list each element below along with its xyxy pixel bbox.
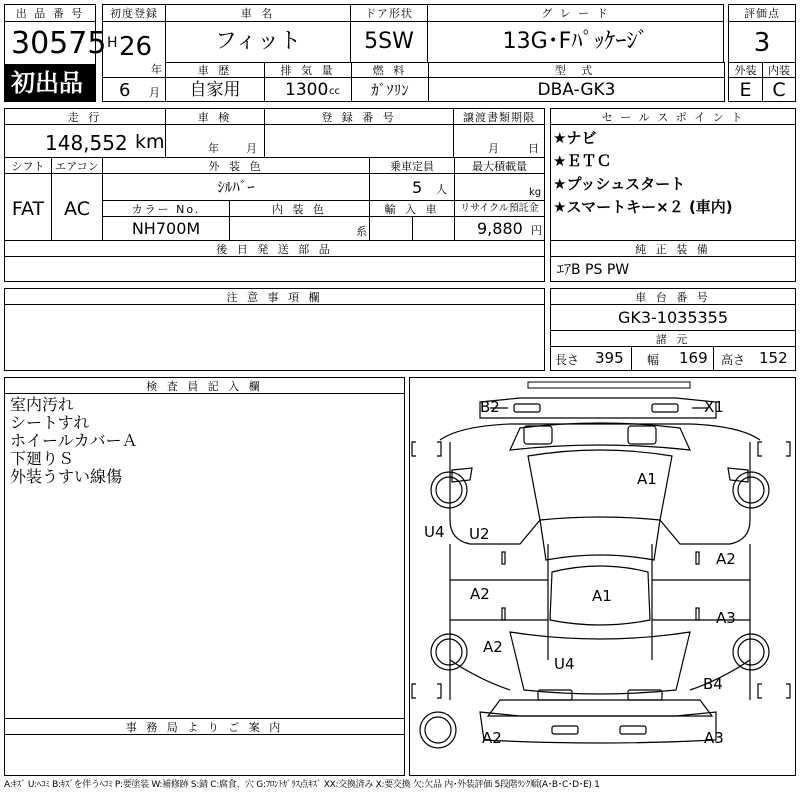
month-unit: 月 — [149, 86, 160, 99]
score-label: 評価点 — [744, 7, 780, 20]
inspector-label-cell — [4, 377, 405, 394]
inspector-note: ホイールカバーＡ — [10, 431, 138, 450]
inspector-cell — [4, 393, 405, 719]
damage-mark: B4 — [703, 675, 723, 693]
transfer-day-unit: 日 — [528, 142, 539, 155]
history-cell — [165, 77, 265, 102]
year-unit: 年 — [151, 63, 162, 76]
max-load-label-cell — [454, 157, 545, 174]
recycle-fee: 9,880 — [477, 219, 523, 238]
inspector-label: 検 査 員 記 入 欄 — [146, 380, 263, 393]
car-name-label-cell — [165, 4, 351, 22]
int-color-label-cell — [229, 200, 370, 217]
inspector-note: シートすれ — [10, 413, 90, 432]
equipment-label: 純 正 装 備 — [635, 243, 711, 256]
first-listing-badge — [4, 64, 96, 102]
fuel: ｶﾞｿﾘﾝ — [371, 81, 409, 99]
model-cell — [428, 77, 725, 102]
car-name: フィット — [214, 29, 302, 54]
recycle-cell — [454, 216, 545, 241]
model-label-cell — [428, 62, 725, 78]
later-parts-label: 後 日 発 送 部 品 — [216, 243, 333, 256]
import-label-cell — [369, 200, 455, 217]
history: 自家用 — [189, 80, 241, 100]
damage-mark: A2 — [482, 729, 502, 747]
ext-color-cell — [102, 173, 370, 201]
sales-points-label: セ ー ル ス ポ イ ン ト — [601, 111, 745, 124]
capacity-label-cell — [369, 157, 455, 174]
height-label: 高さ — [721, 353, 746, 367]
chassis-cell — [550, 304, 796, 331]
office-label-cell — [4, 718, 405, 735]
color-no: NH700M — [131, 219, 201, 238]
shift-label-cell — [4, 157, 52, 174]
displacement-label-cell — [264, 62, 352, 78]
history-label-cell — [165, 62, 265, 78]
height: 152 — [759, 349, 788, 367]
transfer-cell — [453, 124, 545, 158]
sales-points-label-cell — [550, 108, 796, 125]
color-no-label: カラー No. — [131, 203, 201, 216]
damage-mark: U2 — [469, 525, 490, 543]
equipment-cell — [550, 256, 796, 282]
interior-label: 内装 — [768, 64, 790, 77]
sales-point: ★ＥＴＣ — [553, 152, 612, 170]
displacement-label: 排 気 量 — [280, 64, 336, 77]
transfer-label: 譲渡書類期限 — [463, 111, 535, 124]
recycle-label: リサイクル預託金 — [460, 203, 539, 214]
mileage-unit: km — [135, 131, 165, 153]
length: 395 — [595, 349, 624, 367]
capacity-cell — [369, 173, 455, 201]
door-label: ドア形状 — [365, 7, 413, 20]
exterior-label: 外装 — [734, 64, 757, 77]
exterior-cell — [728, 77, 763, 102]
mileage: 148,552 — [45, 131, 128, 155]
mileage-label-cell — [4, 108, 166, 125]
sales-point: ★ナビ — [553, 129, 597, 147]
damage-mark: U4 — [554, 655, 575, 673]
int-color-label: 内 装 色 — [272, 203, 327, 216]
first-reg-cell — [102, 21, 166, 78]
ac-label: エアコン — [55, 160, 99, 173]
fuel-label: 燃 料 — [372, 64, 408, 77]
interior-label-cell — [762, 62, 796, 78]
reg-no-cell — [264, 124, 454, 158]
chassis-number: GK3-1035355 — [617, 308, 729, 327]
car-name-cell — [165, 21, 351, 63]
score-cell — [728, 21, 796, 63]
fuel-label-cell — [351, 62, 429, 78]
damage-mark: U4 — [424, 523, 445, 541]
recycle-label-cell — [454, 200, 545, 217]
door-cell — [350, 21, 428, 63]
month-number: 6 — [119, 80, 131, 101]
first-listing-text: 初出品 — [11, 69, 83, 97]
ext-color: ｼﾙﾊﾞｰ — [217, 178, 255, 196]
damage-mark: A2 — [716, 550, 736, 568]
damage-mark: A1 — [592, 587, 612, 605]
caution-label-cell — [4, 288, 545, 305]
caution-label: 注 意 事 項 欄 — [226, 291, 323, 304]
displacement-unit: cc — [329, 86, 340, 97]
score-label-cell — [728, 4, 796, 22]
first-reg-label: 初度登録 — [110, 7, 158, 20]
ac-label-cell — [51, 157, 103, 174]
shift: FAT — [11, 198, 45, 220]
inspector-note: 外装うすい線傷 — [10, 467, 123, 486]
interior-cell — [762, 77, 796, 102]
transfer-month-unit: 月 — [488, 142, 499, 155]
listing-number-label-cell — [4, 4, 96, 22]
door-label-cell — [350, 4, 428, 22]
damage-mark: A3 — [716, 609, 736, 627]
capacity-unit: 人 — [436, 183, 447, 196]
shift-cell — [4, 173, 52, 241]
max-load-label: 最大積載量 — [472, 160, 527, 173]
chassis-label-cell — [550, 288, 796, 305]
import-cell — [369, 216, 455, 241]
car-name-label: 車 名 — [240, 7, 276, 20]
car-diagram-frame — [409, 377, 796, 776]
reg-no-label-cell — [264, 108, 454, 125]
damage-mark: B2 — [480, 398, 500, 416]
mileage-cell — [4, 124, 166, 158]
displacement: 1300 — [285, 80, 329, 100]
ext-color-label-cell — [102, 157, 370, 174]
later-parts-cell — [4, 256, 545, 282]
capacity-label: 乗車定員 — [390, 160, 434, 173]
office-cell — [4, 734, 405, 776]
inspection-label: 車 検 — [197, 111, 233, 124]
inspector-note: 室内汚れ — [10, 395, 75, 414]
sales-point: ★スマートキー×２ (車内) — [553, 198, 733, 216]
width: 169 — [679, 349, 708, 367]
ext-color-label: 外 装 色 — [208, 160, 264, 173]
length-label: 長さ — [555, 353, 580, 367]
later-parts-label-cell — [4, 240, 545, 257]
caution-cell — [4, 304, 545, 371]
fuel-cell — [351, 77, 429, 102]
dims-label-cell — [550, 330, 796, 347]
ac-cell — [51, 173, 103, 241]
door-type: 5SW — [364, 29, 414, 54]
color-no-label-cell — [102, 200, 230, 217]
listing-number-label: 出 品 番 号 — [15, 7, 85, 20]
exterior-grade: E — [739, 79, 752, 101]
shift-label: シフト — [11, 160, 45, 173]
width-label: 幅 — [647, 353, 660, 367]
exterior-label-cell — [728, 62, 763, 78]
ac: AC — [64, 198, 90, 220]
first-reg-label-cell — [102, 4, 166, 22]
dims-cell — [550, 346, 796, 371]
year-number: 26 — [119, 32, 153, 62]
grade: 13G･Fﾊﾟｯｹｰｼﾞ — [502, 29, 649, 54]
era: H — [107, 35, 118, 51]
inspector-note: 下廻りＳ — [10, 449, 75, 468]
model: DBA-GK3 — [537, 80, 616, 100]
displacement-cell — [264, 77, 352, 102]
dims-label: 諸 元 — [655, 333, 691, 346]
listing-number: 30575 — [11, 26, 107, 61]
inspection-label-cell — [165, 108, 265, 125]
capacity: 5 — [412, 178, 423, 197]
equipment: ｴｱB PS PW — [557, 262, 630, 278]
grade-label-cell — [427, 4, 724, 22]
inspection-month-unit: 月 — [246, 142, 257, 155]
sales-points-cell — [550, 124, 796, 241]
grade-cell — [427, 21, 724, 63]
int-color-suffix: 系 — [356, 225, 367, 238]
recycle-unit: 円 — [531, 224, 542, 237]
color-no-cell — [102, 216, 230, 241]
grade-label: グ レ ー ド — [541, 7, 610, 20]
inspection-year-unit: 年 — [208, 142, 219, 155]
mileage-label: 走 行 — [67, 111, 103, 124]
damage-mark: A2 — [470, 585, 490, 603]
damage-mark: A2 — [483, 638, 503, 656]
max-load-cell — [454, 173, 545, 201]
office-label: 事 務 局 よ り ご 案 内 — [125, 721, 284, 734]
damage-mark: X1 — [704, 398, 724, 416]
listing-number-cell — [4, 21, 107, 65]
import-label: 輸 入 車 — [384, 203, 440, 216]
model-label: 型 式 — [554, 64, 599, 77]
first-reg-month-cell — [102, 77, 166, 102]
damage-mark: A1 — [637, 470, 657, 488]
equipment-label-cell — [550, 240, 796, 257]
max-load-unit: kg — [529, 187, 542, 198]
inspection-cell — [165, 124, 265, 158]
int-color-cell — [229, 216, 370, 241]
reg-no-label: 登 録 番 号 — [321, 111, 397, 124]
legend: A:ｷｽﾞ U:ﾍｺﾐ B:ｷｽﾞを伴うﾍｺﾐ P:要塗装 W:補修跡 S:錆 C:腐食、穴 G:ﾌﾛﾝﾄｶﾞﾗｽ点ｷｽﾞ XX:交換済み X:要交換 欠:欠品 内･外装評価 5段階ﾗﾝｸ順(A･B･C･D･E) 1 — [4, 780, 600, 790]
transfer-label-cell — [453, 108, 545, 125]
damage-mark: A3 — [704, 729, 724, 747]
chassis-label: 車 台 番 号 — [635, 291, 711, 304]
sales-point: ★プッシュスタート — [553, 175, 686, 193]
interior-grade: C — [772, 79, 786, 101]
score: 3 — [753, 28, 771, 58]
history-label: 車 歴 — [197, 64, 233, 77]
